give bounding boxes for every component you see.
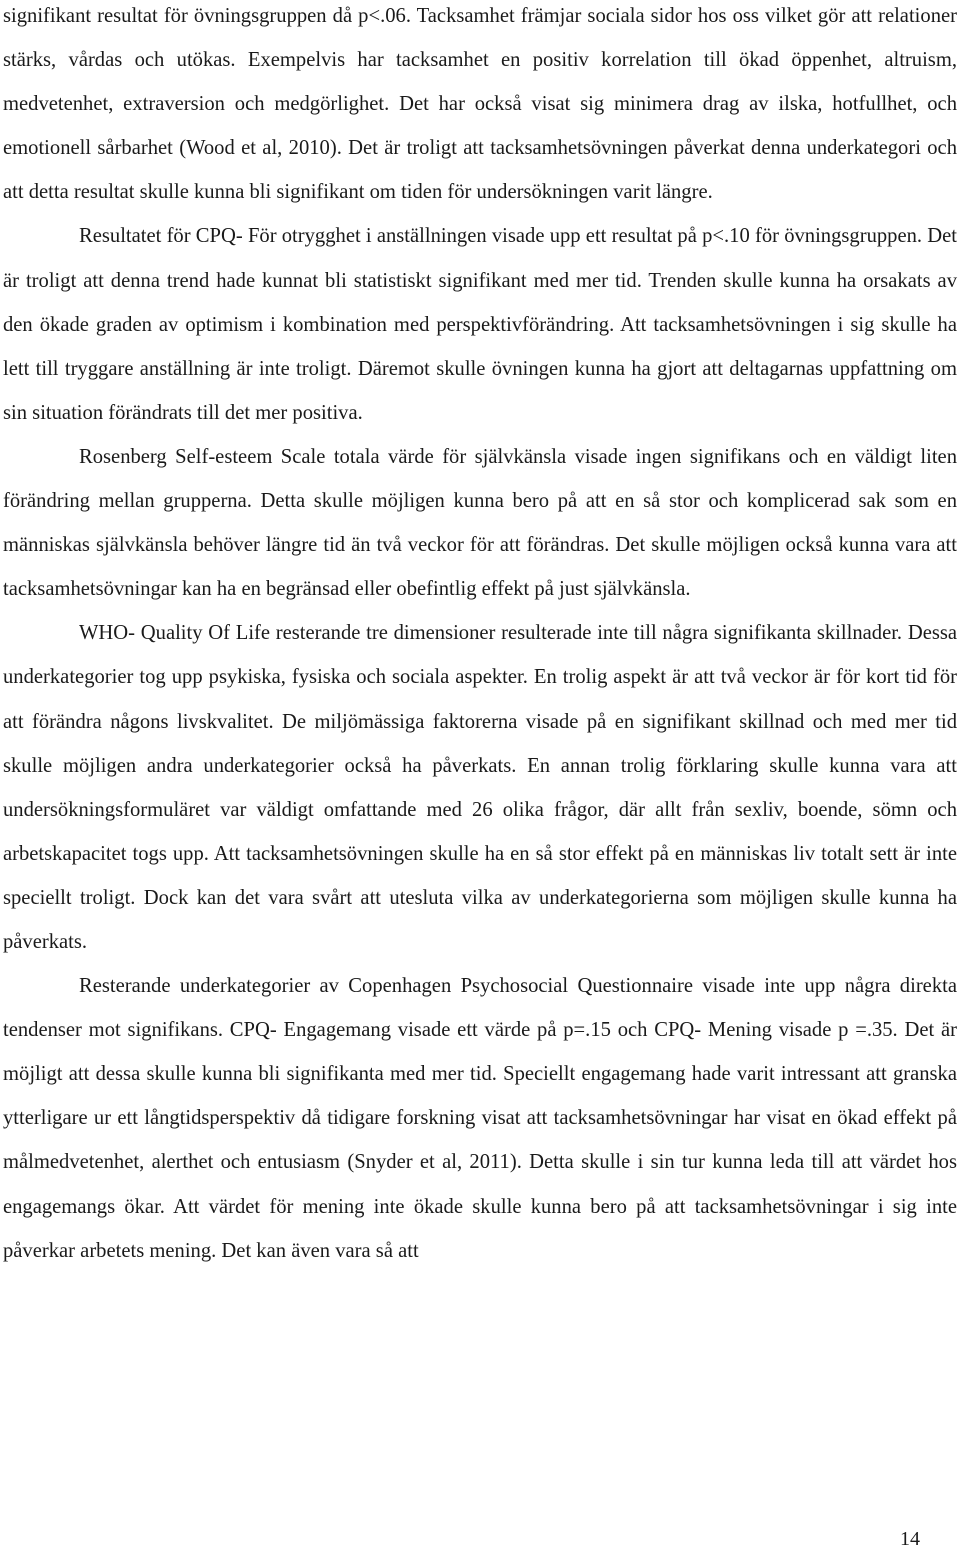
body-text xyxy=(3,0,957,1273)
page-number: 14 xyxy=(900,1528,920,1550)
paragraph-4: WHO- Quality Of Life resterande tre dimensioner resulterade inte till några signifikanta skillnader. Dessa underkategorier tog upp psykiska, fysiska och sociala aspekter. En trolig aspekt är att två veckor är för kort tid för att förändra någons livskvalitet. De miljömässiga faktorerna visade på en signifikant skillnad och med mer tid skulle möjligen andra underkategorier också ha påverkats. En annan trolig förklaring skulle kunna vara att undersökningsformuläret var väldigt omfattande med 26 olika frågor, där allt från sexliv, boende, sömn och arbetskapacitet togs upp. Att tacksamhetsövningen skulle ha en så stor effekt på en människas liv totalt sett är inte speciellt troligt. Dock kan det vara svårt att utesluta vilka av underkategorierna som möjligen skulle kunna ha påverkats. xyxy=(3,622,957,953)
paragraph-1: signifikant resultat för övningsgruppen då p<.06. Tacksamhet främjar sociala sidor hos oss vilket gör att relationer stärks, vårdas och utökas. Exempelvis har tacksamhet en positiv korrelation till ökad öppenhet, altruism, medvetenhet, extraversion och medgörlighet. Det har också visat sig minimera drag av ilska, hotfullhet, och emotionell sårbarhet (Wood et al, 2010). Det är troligt att tacksamhetsövningen påverkat denna underkategori och att detta resultat skulle kunna bli signifikant om tiden för undersökningen varit längre. xyxy=(3,5,957,204)
paragraph-3: Rosenberg Self-esteem Scale totala värde för självkänsla visade ingen signifikans och en väldigt liten förändring mellan grupperna. Detta skulle möjligen kunna bero på att en så stor och komplicerad sak som en människas självkänsla behöver längre tid än två veckor för att förändras. Det skulle möjligen också kunna vara att tacksamhetsövningar kan ha en begränsad eller obefintlig effekt på just självkänsla. xyxy=(3,445,957,601)
paragraph-5: Resterande underkategorier av Copenhagen Psychosocial Questionnaire visade inte upp några direkta tendenser mot signifikans. CPQ- Engagemang visade ett värde på p=.15 och CPQ- Mening visade p =.35. Det är möjligt att dessa skulle kunna bli signifikanta med mer tid. Speciellt engagemang hade varit intressant att granska ytterligare ur ett långtidsperspektiv då tidigare forskning visat att tacksamhetsövningar har visat en ökad effekt på målmedvetenhet, alerthet och entusiasm (Snyder et al, 2011). Detta skulle i sin tur kunna leda till att värdet hos engagemangs ökar. Att värdet för mening inte ökade skulle kunna bero på att tacksamhetsövningar i sig inte påverkar arbetets mening. Det kan även vara så att xyxy=(3,975,957,1262)
paragraph-2: Resultatet för CPQ- För otrygghet i anställningen visade upp ett resultat på p<.10 för övningsgruppen. Det är troligt att denna trend hade kunnat bli statistiskt signifikant med mer tid. Trenden skulle kunna ha orsakats av den ökade graden av optimism i kombination med perspektivförändring. Att tacksamhetsövningen i sig skulle ha lett till tryggare anställning är inte troligt. Däremot skulle övningen kunna ha gjort att deltagarnas uppfattning om sin situation förändrats till det mer positiva. xyxy=(3,225,957,424)
